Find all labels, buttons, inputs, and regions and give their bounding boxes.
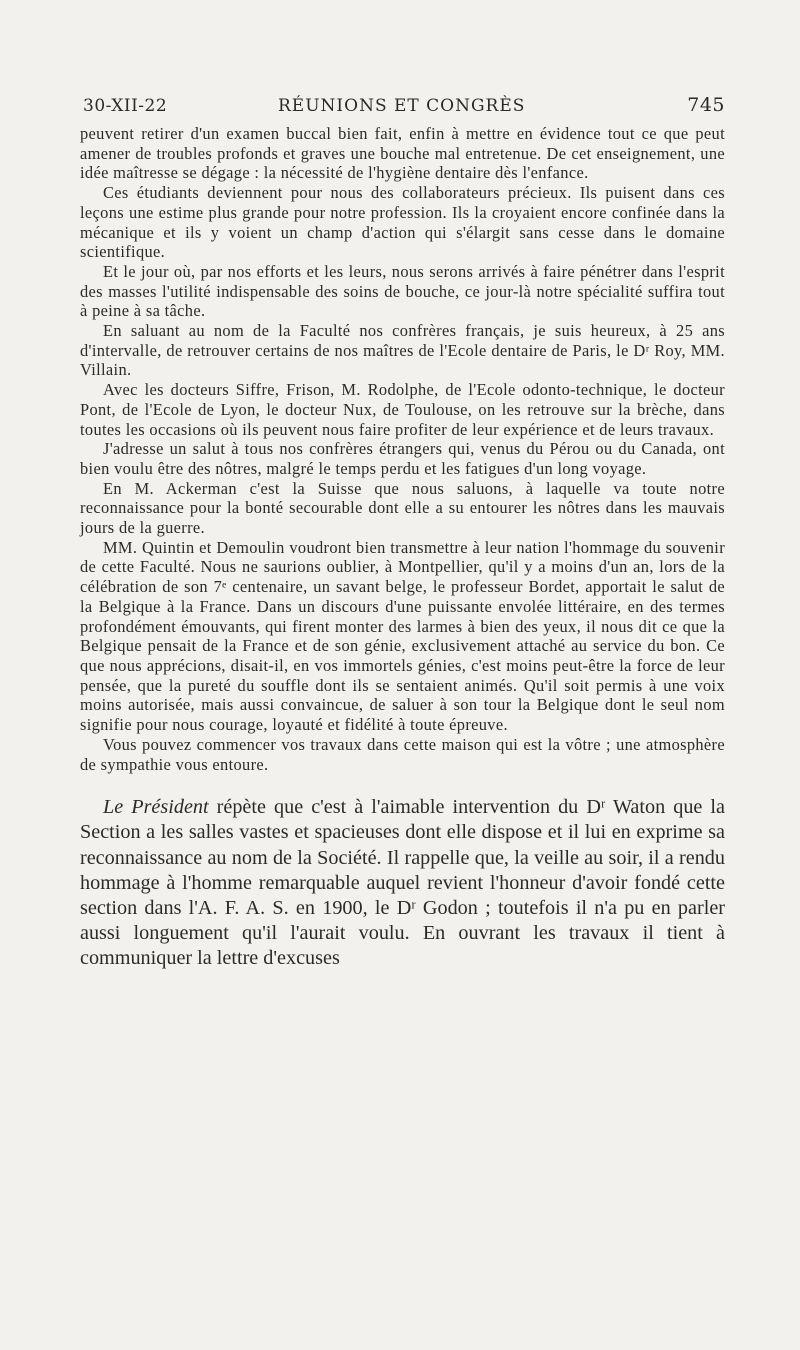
president-text: répète que c'est à l'aimable intervention du Dʳ Waton que la Section a les salles vastes et spacieuses dont elle dispose et il lui en exprime sa reconnaissance au nom de la Société. Il rappelle que, la veille au soir, il a rendu hommage à l'homme remarquable auquel revient l'honneur d'avoir fondé cette section dans l'A. F. A. S. en 1900, le Dʳ Godon ; toutefois il n'a pu en parler aussi longuement qu'il l'aurait voulu. En ouvrant les travaux il tient à communiquer la lettre d'excuses bbox=[80, 796, 725, 970]
speech-paragraph: Avec les docteurs Siffre, Frison, M. Rodolphe, de l'Ecole odonto-technique, le docteur Pont, de l'Ecole de Lyon, le docteur Nux, de Toulouse, on les retrouve sur la brèche, dans toutes les occasions où ils peuvent nous faire profiter de leur expérience et de leurs travaux. bbox=[80, 380, 725, 439]
speech-paragraph: MM. Quintin et Demoulin voudront bien transmettre à leur nation l'hommage du souvenir de cette Faculté. Nous ne saurions oublier, à Montpellier, qu'il y a moins d'un an, lors de la célébration de son 7ᵉ centenaire, un savant belge, le professeur Bordet, apportait le salut de la Belgique à la France. Dans un discours d'une puissante envolée littéraire, en des termes profondément émouvants, qui firent monter des larmes à bien des yeux, il nous dit ce que la Belgique pensait de la France et de son génie, exclusivement attaché au service du bon. Ce que nous apprécions, disait-il, en vos immortels génies, c'est moins peut-être la force de leur pensée, que la pureté du souffle dont ils se sentaient animés. Qu'il soit permis à une voix moins autorisée, mais aussi convaincue, de saluer à son tour la Belgique dont le seul nom signifie pour nous courage, loyauté et fidélité à toute épreuve. bbox=[80, 537, 725, 735]
speech-paragraph: En saluant au nom de la Faculté nos confrères français, je suis heureux, à 25 ans d'intervalle, de retrouver certains de nos maîtres de l'Ecole dentaire de Paris, le Dʳ Roy, MM. Villain. bbox=[80, 321, 725, 380]
speech-paragraph: Vous pouvez commencer vos travaux dans cette maison qui est la vôtre ; une atmosphère de sympathie vous entoure. bbox=[80, 734, 725, 774]
president-paragraph bbox=[80, 795, 725, 971]
running-header bbox=[80, 92, 725, 122]
speech-text bbox=[80, 124, 725, 774]
speech-paragraph: peuvent retirer d'un examen buccal bien fait, enfin à mettre en évidence tout ce que peut amener de troubles profonds et graves une bouche mal entretenue. De cet enseignement, une idée maîtresse se dégage : la nécessité de l'hygiène dentaire dès l'enfance. bbox=[80, 124, 725, 183]
president-remarks bbox=[80, 795, 725, 971]
speech-paragraph: Et le jour où, par nos efforts et les leurs, nous serons arrivés à faire pénétrer dans l'esprit des masses l'utilité indispensable des soins de bouche, ce jour-là notre spécialité suffira tout à peine à sa tâche. bbox=[80, 261, 725, 321]
header-title: RÉUNIONS ET CONGRÈS bbox=[278, 96, 526, 116]
page-number: 745 bbox=[687, 94, 725, 116]
speech-paragraph: Ces étudiants deviennent pour nous des collaborateurs précieux. Ils puisent dans ces leçons une estime plus grande pour notre profession. Ils la croyaient encore confinée dans la mécanique et ils y voient un champ d'action qui s'élargit sans cesse dans le domaine scientifique. bbox=[80, 183, 725, 262]
document-page bbox=[80, 92, 725, 972]
header-date: 30-XII-22 bbox=[83, 96, 168, 116]
speech-paragraph: J'adresse un salut à tous nos confrères étrangers qui, venus du Pérou ou du Canada, ont bien voulu être des nôtres, malgré le temps perdu et les fatigues d'un long voyage. bbox=[80, 439, 725, 478]
speech-paragraph: En M. Ackerman c'est la Suisse que nous saluons, à laquelle va toute notre reconnaissance pour la bonté secourable dont elle a su entourer les nôtres dans les mauvais jours de la guerre. bbox=[80, 478, 725, 538]
speaker-name: Le Président bbox=[103, 796, 209, 819]
